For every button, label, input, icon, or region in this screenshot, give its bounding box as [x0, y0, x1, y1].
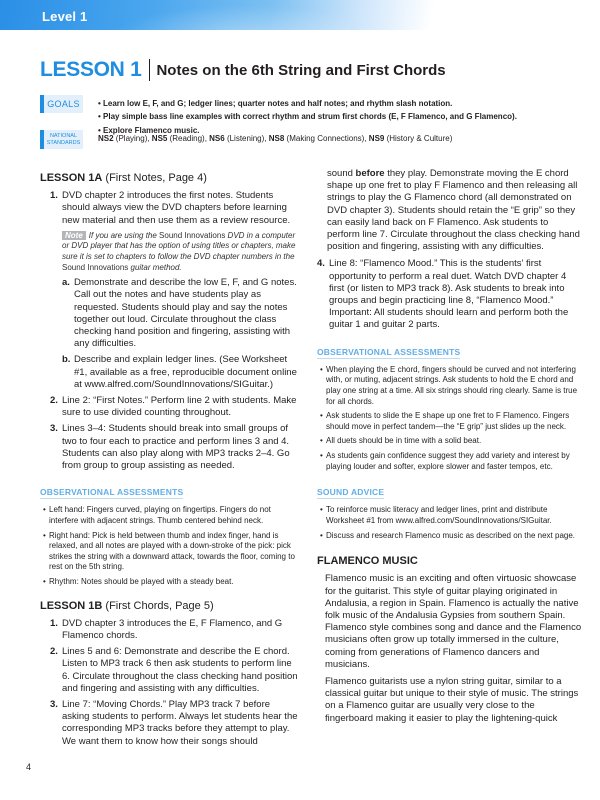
standards-list: NS2 (Playing), NS5 (Reading), NS6 (Listening), NS8 (Making Connections), NS9 (History & Culture) — [98, 134, 453, 143]
list-item: 4. Line 8: “Flamenco Mood.” This is the students’ first opportunity to perform a real duet. Watch DVD chapter 4 first (or listen to MP3 track 8). Ask students to break into groups and begin practicing line 8, “Flamenco Mood.” Important: All students should learn and perform both the guitar 1 and guitar 2 parts. — [317, 258, 569, 331]
goal-item: • Play simple bass line examples with correct rhythm and strum first chords (E, F Flamenco, and G Flamenco). — [98, 112, 517, 122]
lesson-1a-heading: LESSON 1A (First Notes, Page 4) — [40, 172, 207, 184]
standard-code: NS8 — [268, 134, 285, 143]
goal-item: • Explore Flamenco music. — [98, 125, 200, 135]
flamenco-paragraph: Flamenco guitarists use a nylon string guitar, similar to a classical guitar but unique to their style of music. The strings on a Flamenco guitar are usually very close to the fingerboard making it easier to play the lightening-quick — [325, 676, 579, 724]
bullet-item: • Discuss and research Flamenco music as described on the next page. — [320, 530, 576, 540]
left-column — [40, 172, 300, 752]
bullet-item: • Right hand: Pick is held between thumb and index finger, hand is relaxed, and all notes are played with a down-stroke of the pick: pick strikes the string with a downward attack, towards the floor, coming to rest on the 5th string. — [43, 530, 295, 572]
goals-list — [98, 97, 517, 137]
bullet-item: • Rhythm: Notes should be played with a steady beat. — [43, 577, 234, 586]
list-item: b. Describe and explain ledger lines. (See Worksheet #1, available as a free, reproducible document online at www.alfred.com/SoundInnovations/SIGuitar.) — [62, 354, 297, 390]
standard-code: NS9 — [368, 134, 385, 143]
lesson-header — [40, 58, 446, 82]
list-item: 1. DVD chapter 3 introduces the E, F Flamenco, and G Flamenco chords. — [50, 617, 283, 641]
list-item: 2. Line 2: “First Notes.” Perform line 2 with students. Make sure to use divided counting throughout. — [50, 395, 297, 419]
lesson-title: Notes on the 6th String and First Chords — [156, 61, 446, 79]
section-heading-observational: OBSERVATIONAL ASSESSMENTS — [40, 486, 183, 499]
banner-wave-decoration — [90, 0, 350, 30]
list-item: 2. Lines 5 and 6: Demonstrate and describe the E chord. Listen to MP3 track 6 then ask students to perform line 6. Circulate throughout the class checking hand position and fingering and assisting with any difficulties. — [50, 646, 298, 694]
bullet-item: • To reinforce music literacy and ledger lines, print and distribute Worksheet #1 from www.alfred.com/SoundInnovations/SIGuitar. — [320, 505, 552, 525]
lesson-number: LESSON 1 — [40, 58, 142, 81]
level-label: Level 1 — [42, 9, 88, 24]
right-column — [317, 168, 582, 730]
bullet-item: • Left hand: Fingers curved, playing on fingertips. Fingers do not interfere with adjacent strings. Thumb centered behind neck. — [43, 505, 271, 526]
list-item: 1. DVD chapter 2 introduces the first notes. Students should always view the DVD chapters before learning new material and then use them as a review resource. — [50, 190, 291, 226]
level-banner — [0, 0, 600, 30]
list-item: 3. Lines 3–4: Students should break into small groups of two to four each to practice and perform lines 3 and 4. Students can also play along with MP3 tracks 2–4. Go from group to group assisting as needed. — [50, 423, 290, 472]
section-heading-observational: OBSERVATIONAL ASSESSMENTS — [317, 346, 460, 359]
national-standards-tag: NATIONAL STANDARDS — [40, 130, 83, 149]
goal-item: • Learn low E, F, and G; ledger lines; quarter notes and half notes; and rhythm slash notation. — [98, 99, 453, 108]
flamenco-heading: FLAMENCO MUSIC — [317, 555, 418, 568]
lesson-1b-heading: LESSON 1B (First Chords, Page 5) — [40, 599, 214, 612]
standard-code: NS2 — [98, 134, 114, 143]
bullet-item: • As students gain confidence suggest they add variety and interest by playing louder and softer, explore slower and faster tempos, etc. — [320, 451, 570, 471]
note-box: Note If you are using the Sound Innovations DVD in a computer or DVD player that has the option of using titles or chapters, make sure it is set to chapters to follow the DVD chapter numbers in the Sound Innovations guitar method. — [62, 230, 296, 272]
standard-code: NS6 — [209, 134, 225, 143]
bullet-item: • When playing the E chord, fingers should be curved and not interfering with, or muting, adjacent strings. Ask students to hold the E chord and play one string at a time. All six strings should ring clearly. Same is true for all chords. — [320, 364, 578, 406]
bullet-item: • All duets should be in time with a solid beat. — [320, 436, 482, 446]
standard-code: NS5 — [151, 134, 168, 143]
page-number: 4 — [26, 762, 32, 772]
note-badge: Note — [62, 231, 86, 240]
goals-tag: GOALS — [40, 95, 83, 113]
lesson-divider — [149, 59, 150, 81]
continued-paragraph: sound before they play. Demonstrate moving the E chord shape up one fret to play F Flamenco and then releasing all strings to play the G Flamenco chord (all demonstrated on DVD chapter 3). Students should retain the “E grip” so they can easily land back on F Flamenco. Ask students to perform line 7. Circulate throughout the class checking hand position and fingering, assisting with any difficulties. — [327, 168, 580, 253]
section-heading-sound-advice: SOUND ADVICE — [317, 486, 384, 499]
bullet-item: • Ask students to slide the E shape up one fret to F Flamenco. Fingers should move in perfect tandem—the “E grip” just slides up the neck. — [320, 411, 570, 431]
list-item: 3. Line 7: “Moving Chords.” Play MP3 track 7 before asking students to perform. Always let students hear the corresponding MP3 tracks before they attempt to play. We want them to know how their songs should — [50, 699, 298, 747]
flamenco-paragraph: Flamenco music is an exciting and often virtuosic showcase for the guitarist. This style of guitar playing originated in Andalusia, a region in Spain. Flamenco is actually the native folk music of the Andalusia Gypsies from southern Spain. Flamenco style combines song and dance and the Flamenco musicians often grow up totally immersed in the culture, coming from generations of Flamenco dancers and musicians. — [325, 573, 582, 670]
list-item: a. Demonstrate and describe the low E, F, and G notes. Call out the notes and have students play as requested. Students should play and say the notes together out loud. Circulate throughout the class checking hand position and fingering, assisting with any difficulties. — [62, 277, 297, 350]
